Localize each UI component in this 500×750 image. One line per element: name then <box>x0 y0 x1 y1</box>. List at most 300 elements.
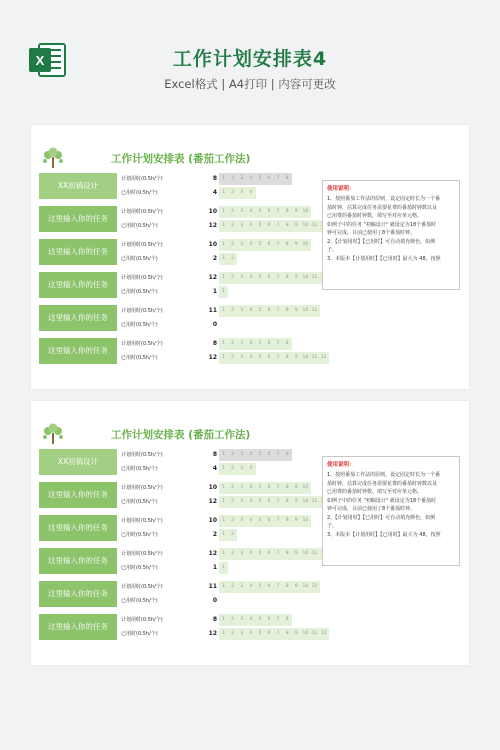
pomodoro-cell: 11 <box>311 584 318 589</box>
pomodoro-cell: 5 <box>258 485 262 490</box>
notes-line: 2、【计划用时】【已用时】可自动填充颜色，如例 <box>327 514 436 521</box>
pomodoro-cell: 2 <box>231 256 235 261</box>
pomodoro-cell: 7 <box>276 617 280 622</box>
used-time-value[interactable]: 12 <box>208 354 217 361</box>
pomodoro-cell: 2 <box>231 355 235 360</box>
pomodoro-cell: 7 <box>276 176 280 181</box>
planned-time-row <box>119 614 337 626</box>
used-time-row <box>119 463 337 475</box>
pomodoro-cell: 8 <box>285 485 289 490</box>
pomodoro-cell: 2 <box>231 518 235 523</box>
pomodoro-cell: 11 <box>311 275 318 280</box>
pomodoro-cell: 5 <box>258 584 262 589</box>
pomodoro-cell: 1 <box>222 289 225 294</box>
pomodoro-cell: 5 <box>258 176 262 181</box>
pomodoro-cell: 7 <box>276 242 280 247</box>
pomodoro-cell: 9 <box>294 499 298 504</box>
pomodoro-cell: 2 <box>231 452 235 457</box>
pomodoro-cell: 10 <box>302 499 309 504</box>
pomodoro-cell: 4 <box>249 242 253 247</box>
planned-time-label: 计划用时(0.5h/个) <box>121 485 163 491</box>
sheet-preview-1 <box>31 125 469 389</box>
pomodoro-cell: 3 <box>240 341 244 346</box>
used-time-label: 已用时(0.5h/个) <box>121 256 158 262</box>
pomodoro-cell: 4 <box>249 631 253 636</box>
pomodoro-cell: 7 <box>276 584 280 589</box>
planned-time-value[interactable]: 10 <box>208 241 217 248</box>
pomodoro-cell: 3 <box>240 466 244 471</box>
pomodoro-cell: 4 <box>249 341 253 346</box>
pomodoro-cell: 6 <box>267 355 271 360</box>
task-name[interactable]: 这里输入你的任务 <box>39 515 117 541</box>
pomodoro-cell: 4 <box>249 499 253 504</box>
pomodoro-cell: 11 <box>311 499 318 504</box>
pomodoro-cell: 3 <box>240 631 244 636</box>
pomodoro-cell: 6 <box>267 631 271 636</box>
notes-line: 如例子中的任务 "初稿设计" 就设定为18个番茄时 <box>327 497 437 504</box>
pomodoro-cell: 2 <box>231 242 235 247</box>
planned-time-row <box>119 581 337 593</box>
pomodoro-cell: 1 <box>222 308 225 313</box>
pomodoro-cell: 3 <box>240 242 244 247</box>
pomodoro-cell: 9 <box>294 551 298 556</box>
pomodoro-cell: 1 <box>222 223 225 228</box>
pomodoro-cell: 3 <box>240 584 244 589</box>
used-time-row <box>119 529 337 541</box>
used-time-row <box>119 187 337 199</box>
tree-icon <box>41 147 65 169</box>
task-row <box>39 515 337 541</box>
notes-line: 3、本版本【计划用时】【已用时】最大为 48，按照 <box>327 255 441 262</box>
planned-time-value[interactable]: 8 <box>212 175 217 182</box>
page-subtitle: Excel格式 | A4打印 | 内容可更改 <box>164 77 336 91</box>
pomodoro-cell: 1 <box>222 631 225 636</box>
task-name[interactable]: 这里输入你的任务 <box>39 206 117 232</box>
pomodoro-cell: 8 <box>285 631 289 636</box>
planned-time-label: 计划用时(0.5h/个) <box>121 209 163 215</box>
pomodoro-cell: 7 <box>276 499 280 504</box>
pomodoro-cell: 7 <box>276 275 280 280</box>
pomodoro-cell: 3 <box>240 190 244 195</box>
task-row <box>39 305 337 331</box>
pomodoro-cell: 6 <box>267 308 271 313</box>
pomodoro-cell: 6 <box>267 617 271 622</box>
pomodoro-cell: 10 <box>302 275 309 280</box>
task-row <box>39 338 337 364</box>
pomodoro-cell: 6 <box>267 518 271 523</box>
notes-line: 2、【计划用时】【已用时】可自动填充颜色，如例 <box>327 238 436 245</box>
pomodoro-cell: 8 <box>285 584 289 589</box>
planned-time-row <box>119 482 337 494</box>
sheet-title: 工作计划安排表 (番茄工作法) <box>111 429 251 441</box>
pomodoro-cell: 7 <box>276 452 280 457</box>
planned-time-value[interactable]: 11 <box>208 307 217 314</box>
notes-line: 子。 <box>327 523 338 529</box>
notes-line: 茄时钟，估算完成任务需要花费的番茄时钟数以及 <box>327 204 438 211</box>
pomodoro-cell: 2 <box>231 466 235 471</box>
pomodoro-cell: 6 <box>267 452 271 457</box>
pomodoro-cell: 1 <box>222 176 225 181</box>
planned-time-label: 计划用时(0.5h/个) <box>121 275 163 281</box>
pomodoro-cell: 6 <box>267 485 271 490</box>
planned-time-label: 计划用时(0.5h/个) <box>121 551 163 557</box>
pomodoro-cell: 5 <box>258 355 262 360</box>
pomodoro-cell: 5 <box>258 209 262 214</box>
pomodoro-cell: 8 <box>285 551 289 556</box>
pomodoro-cell: 8 <box>285 341 289 346</box>
pomodoro-cell: 4 <box>249 617 253 622</box>
planned-time-row <box>119 305 337 317</box>
pomodoro-cell: 3 <box>240 176 244 181</box>
pomodoro-cell: 3 <box>240 499 244 504</box>
pomodoro-cell: 9 <box>294 584 298 589</box>
pomodoro-cell: 6 <box>267 242 271 247</box>
pomodoro-cell: 10 <box>302 485 309 490</box>
task-row <box>39 173 337 199</box>
used-time-value[interactable]: 12 <box>208 498 217 505</box>
notes-line: 子。 <box>327 247 338 253</box>
used-time-label: 已用时(0.5h/个) <box>121 565 158 571</box>
pomodoro-cell: 7 <box>276 341 280 346</box>
pomodoro-cell: 1 <box>222 499 225 504</box>
used-time-label: 已用时(0.5h/个) <box>121 289 158 295</box>
pomodoro-cell: 6 <box>267 275 271 280</box>
task-name[interactable]: XX初稿设计 <box>39 173 117 199</box>
planned-time-row <box>119 548 337 560</box>
pomodoro-cell: 9 <box>294 223 298 228</box>
pomodoro-cell: 5 <box>258 341 262 346</box>
notes-line: 已用费的番茄时钟数，填写至对应单元格。 <box>327 213 423 219</box>
pomodoro-cell: 8 <box>285 275 289 280</box>
notes-line: 如例子中的任务 "初稿设计" 就设定为18个番茄时 <box>327 221 437 228</box>
pomodoro-cell: 8 <box>285 452 289 457</box>
pomodoro-cell: 2 <box>231 485 235 490</box>
used-time-label: 已用时(0.5h/个) <box>121 532 158 538</box>
pomodoro-cell: 9 <box>294 355 298 360</box>
pomodoro-cell: 1 <box>222 617 225 622</box>
task-name[interactable]: XX初稿设计 <box>39 449 117 475</box>
used-time-label: 已用时(0.5h/个) <box>121 598 158 604</box>
pomodoro-cell: 2 <box>231 617 235 622</box>
pomodoro-cell: 3 <box>240 223 244 228</box>
pomodoro-cell: 2 <box>231 499 235 504</box>
notes-line: 已用费的番茄时钟数，填写至对应单元格。 <box>327 489 423 495</box>
pomodoro-cell: 8 <box>285 209 289 214</box>
pomodoro-cell: 7 <box>276 355 280 360</box>
pomodoro-cell: 5 <box>258 499 262 504</box>
pomodoro-cell: 6 <box>267 223 271 228</box>
used-time-label: 已用时(0.5h/个) <box>121 499 158 505</box>
planned-time-row <box>119 239 337 251</box>
planned-time-value[interactable]: 12 <box>208 550 217 557</box>
svg-text:X: X <box>35 53 45 68</box>
pomodoro-cell: 2 <box>231 176 235 181</box>
used-time-row <box>119 286 337 298</box>
task-row <box>39 239 337 265</box>
notes-line: 1、按照番茄工作法的原则，设定固定时长为一个番 <box>327 472 441 478</box>
pomodoro-cell: 11 <box>311 223 318 228</box>
pomodoro-cell: 9 <box>294 242 298 247</box>
pomodoro-cell: 9 <box>294 518 298 523</box>
pomodoro-cell: 12 <box>320 631 327 636</box>
pomodoro-cell: 1 <box>222 584 225 589</box>
pomodoro-cell: 4 <box>249 466 253 471</box>
pomodoro-cell: 5 <box>258 223 262 228</box>
pomodoro-cell: 8 <box>285 223 289 228</box>
pomodoro-cell: 4 <box>249 452 253 457</box>
usage-notes <box>322 456 460 566</box>
planned-time-label: 计划用时(0.5h/个) <box>121 617 163 623</box>
pomodoro-cell: 4 <box>249 190 253 195</box>
pomodoro-cell: 5 <box>258 308 262 313</box>
planned-time-row <box>119 449 337 461</box>
used-time-value[interactable]: 2 <box>212 531 217 538</box>
sheet-title: 工作计划安排表 (番茄工作法) <box>111 153 251 165</box>
task-row <box>39 482 337 508</box>
pomodoro-cell: 6 <box>267 499 271 504</box>
pomodoro-cell: 2 <box>231 223 235 228</box>
used-time-row <box>119 496 337 508</box>
used-time-row <box>119 628 337 640</box>
task-name[interactable]: 这里输入你的任务 <box>39 305 117 331</box>
usage-notes <box>322 180 460 290</box>
notes-line: 钟可完成，目前已使用了8个番茄时钟。 <box>327 230 416 236</box>
task-row <box>39 272 337 298</box>
planned-time-row <box>119 338 337 350</box>
pomodoro-cell: 1 <box>222 518 225 523</box>
pomodoro-cell: 11 <box>311 355 318 360</box>
pomodoro-cell: 5 <box>258 551 262 556</box>
used-time-label: 已用时(0.5h/个) <box>121 322 158 328</box>
pomodoro-cell: 4 <box>249 485 253 490</box>
used-time-row <box>119 595 337 607</box>
pomodoro-cell: 12 <box>320 355 327 360</box>
used-time-label: 已用时(0.5h/个) <box>121 190 158 196</box>
pomodoro-cell: 9 <box>294 631 298 636</box>
pomodoro-cell: 8 <box>285 518 289 523</box>
pomodoro-cell: 8 <box>285 355 289 360</box>
pomodoro-cell: 2 <box>231 341 235 346</box>
task-name[interactable]: 这里输入你的任务 <box>39 338 117 364</box>
pomodoro-cell: 5 <box>258 518 262 523</box>
pomodoro-cell: 9 <box>294 275 298 280</box>
used-time-label: 已用时(0.5h/个) <box>121 223 158 229</box>
planned-time-value[interactable]: 8 <box>212 451 217 458</box>
used-time-row <box>119 562 337 574</box>
pomodoro-cell: 10 <box>302 631 309 636</box>
used-time-value[interactable]: 1 <box>212 564 217 571</box>
planned-time-value[interactable]: 10 <box>208 208 217 215</box>
notes-title: 使用说明： <box>327 462 355 468</box>
pomodoro-cell: 1 <box>222 355 225 360</box>
used-time-row <box>119 352 337 364</box>
pomodoro-cell: 6 <box>267 176 271 181</box>
pomodoro-cell: 3 <box>240 551 244 556</box>
pomodoro-cell: 7 <box>276 485 280 490</box>
pomodoro-cell: 6 <box>267 209 271 214</box>
pomodoro-cell: 2 <box>231 209 235 214</box>
notes-line: 茄时钟，估算完成任务需要花费的番茄时钟数以及 <box>327 480 438 487</box>
pomodoro-cell: 5 <box>258 617 262 622</box>
task-name[interactable]: 这里输入你的任务 <box>39 239 117 265</box>
pomodoro-cell: 1 <box>222 209 225 214</box>
used-time-value[interactable]: 0 <box>212 597 217 604</box>
pomodoro-cell: 7 <box>276 551 280 556</box>
pomodoro-cell: 1 <box>222 242 225 247</box>
pomodoro-cell: 4 <box>249 209 253 214</box>
pomodoro-cell: 3 <box>240 518 244 523</box>
planned-time-label: 计划用时(0.5h/个) <box>121 341 163 347</box>
planned-time-label: 计划用时(0.5h/个) <box>121 518 163 524</box>
used-time-label: 已用时(0.5h/个) <box>121 355 158 361</box>
pomodoro-cell: 1 <box>222 532 225 537</box>
planned-time-row <box>119 206 337 218</box>
pomodoro-cell: 1 <box>222 466 225 471</box>
pomodoro-cell: 9 <box>294 308 298 313</box>
planned-time-value[interactable]: 10 <box>208 484 217 491</box>
task-name[interactable]: 这里输入你的任务 <box>39 548 117 574</box>
pomodoro-cell: 3 <box>240 485 244 490</box>
planned-time-value[interactable]: 8 <box>212 340 217 347</box>
page-title: 工作计划安排表4 <box>172 48 328 70</box>
pomodoro-cell: 2 <box>231 308 235 313</box>
pomodoro-cell: 11 <box>311 551 318 556</box>
pomodoro-cell: 11 <box>311 308 318 313</box>
used-time-value[interactable]: 1 <box>212 288 217 295</box>
pomodoro-cell: 3 <box>240 617 244 622</box>
task-name[interactable]: 这里输入你的任务 <box>39 581 117 607</box>
pomodoro-cell: 4 <box>249 518 253 523</box>
pomodoro-cell: 2 <box>231 551 235 556</box>
used-time-label: 已用时(0.5h/个) <box>121 631 158 637</box>
pomodoro-cell: 4 <box>249 176 253 181</box>
pomodoro-cell: 3 <box>240 275 244 280</box>
pomodoro-cell: 9 <box>294 485 298 490</box>
planned-time-row <box>119 272 337 284</box>
pomodoro-cell: 7 <box>276 209 280 214</box>
pomodoro-cell: 10 <box>302 584 309 589</box>
pomodoro-cell: 4 <box>249 584 253 589</box>
pomodoro-cell: 5 <box>258 452 262 457</box>
used-time-label: 已用时(0.5h/个) <box>121 466 158 472</box>
used-time-value[interactable]: 0 <box>212 321 217 328</box>
pomodoro-cell: 4 <box>249 551 253 556</box>
pomodoro-cell: 7 <box>276 518 280 523</box>
pomodoro-cell: 10 <box>302 209 309 214</box>
pomodoro-cell: 2 <box>231 532 235 537</box>
pomodoro-cell: 5 <box>258 275 262 280</box>
pomodoro-cell: 7 <box>276 308 280 313</box>
planned-time-value[interactable]: 8 <box>212 616 217 623</box>
pomodoro-cell: 1 <box>222 485 225 490</box>
pomodoro-cell: 6 <box>267 584 271 589</box>
planned-time-value[interactable]: 11 <box>208 583 217 590</box>
used-time-value[interactable]: 12 <box>208 630 217 637</box>
pomodoro-cell: 8 <box>285 308 289 313</box>
pomodoro-cell: 5 <box>258 242 262 247</box>
pomodoro-cell: 2 <box>231 275 235 280</box>
pomodoro-cell: 2 <box>231 190 235 195</box>
planned-time-value[interactable]: 12 <box>208 274 217 281</box>
pomodoro-cell: 1 <box>222 275 225 280</box>
planned-time-row <box>119 173 337 185</box>
pomodoro-cell: 11 <box>311 631 318 636</box>
pomodoro-cell: 3 <box>240 452 244 457</box>
pomodoro-cell: 10 <box>302 551 309 556</box>
pomodoro-cell: 6 <box>267 551 271 556</box>
task-row <box>39 449 337 475</box>
planned-time-label: 计划用时(0.5h/个) <box>121 452 163 458</box>
planned-time-value[interactable]: 10 <box>208 517 217 524</box>
used-time-value[interactable]: 2 <box>212 255 217 262</box>
notes-line: 钟可完成，目前已使用了8个番茄时钟。 <box>327 506 416 512</box>
notes-title: 使用说明： <box>327 186 355 192</box>
used-time-row <box>119 319 337 331</box>
pomodoro-cell: 10 <box>302 308 309 313</box>
task-row <box>39 548 337 574</box>
pomodoro-cell: 1 <box>222 190 225 195</box>
task-row <box>39 581 337 607</box>
pomodoro-cell: 3 <box>240 209 244 214</box>
pomodoro-cell: 9 <box>294 209 298 214</box>
planned-time-row <box>119 515 337 527</box>
pomodoro-cell: 10 <box>302 355 309 360</box>
pomodoro-cell: 2 <box>231 631 235 636</box>
used-time-row <box>119 253 337 265</box>
planned-time-label: 计划用时(0.5h/个) <box>121 308 163 314</box>
tree-icon <box>41 423 65 445</box>
pomodoro-cell: 1 <box>222 551 225 556</box>
sheet-preview-2 <box>31 401 469 665</box>
pomodoro-cell: 3 <box>240 355 244 360</box>
pomodoro-cell: 6 <box>267 341 271 346</box>
pomodoro-cell: 8 <box>285 176 289 181</box>
task-name[interactable]: 这里输入你的任务 <box>39 482 117 508</box>
used-time-value[interactable]: 4 <box>212 189 217 196</box>
task-name[interactable]: 这里输入你的任务 <box>39 272 117 298</box>
pomodoro-cell: 7 <box>276 631 280 636</box>
notes-line: 1、按照番茄工作法的原则，设定固定时长为一个番 <box>327 196 441 202</box>
pomodoro-cell: 1 <box>222 341 225 346</box>
pomodoro-cell: 7 <box>276 223 280 228</box>
pomodoro-cell: 10 <box>302 223 309 228</box>
task-row <box>39 206 337 232</box>
pomodoro-cell: 8 <box>285 499 289 504</box>
pomodoro-cell: 4 <box>249 308 253 313</box>
pomodoro-cell: 4 <box>249 223 253 228</box>
pomodoro-cell: 4 <box>249 275 253 280</box>
pomodoro-cell: 1 <box>222 256 225 261</box>
planned-time-label: 计划用时(0.5h/个) <box>121 242 163 248</box>
planned-time-label: 计划用时(0.5h/个) <box>121 584 163 590</box>
pomodoro-cell: 4 <box>249 355 253 360</box>
notes-line: 3、本版本【计划用时】【已用时】最大为 48，按照 <box>327 531 441 538</box>
pomodoro-cell: 8 <box>285 617 289 622</box>
used-time-row <box>119 220 337 232</box>
pomodoro-cell: 10 <box>302 242 309 247</box>
planned-time-label: 计划用时(0.5h/个) <box>121 176 163 182</box>
pomodoro-cell: 2 <box>231 584 235 589</box>
task-name[interactable]: 这里输入你的任务 <box>39 614 117 640</box>
pomodoro-cell: 1 <box>222 565 225 570</box>
pomodoro-cell: 10 <box>302 518 309 523</box>
pomodoro-cell: 5 <box>258 631 262 636</box>
used-time-value[interactable]: 12 <box>208 222 217 229</box>
task-row <box>39 614 337 640</box>
pomodoro-cell: 3 <box>240 308 244 313</box>
used-time-value[interactable]: 4 <box>212 465 217 472</box>
pomodoro-cell: 1 <box>222 452 225 457</box>
